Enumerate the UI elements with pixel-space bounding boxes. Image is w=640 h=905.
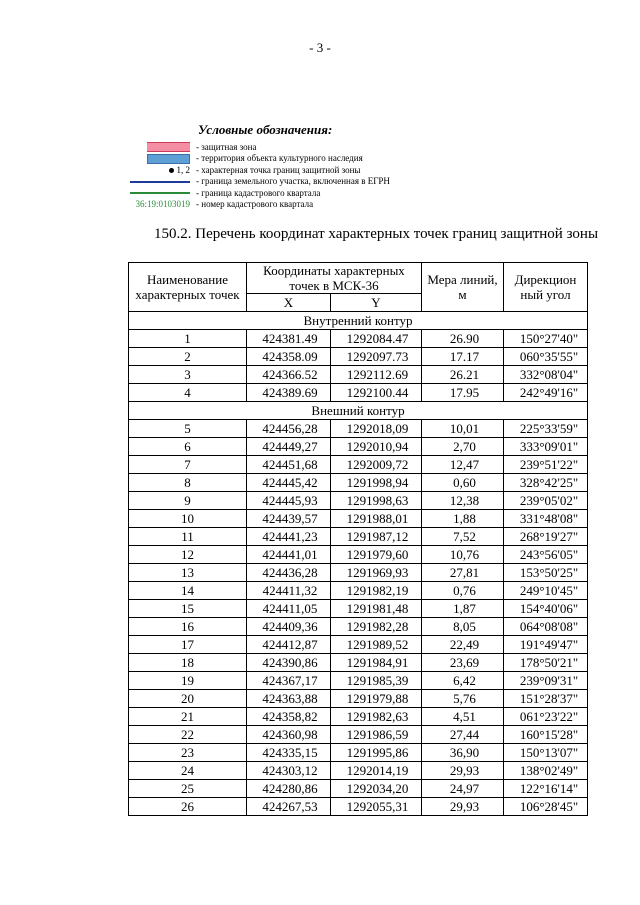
- coord-x: 424456,28: [247, 420, 331, 438]
- line-measure: 5,76: [422, 690, 504, 708]
- point-number: 1: [129, 330, 247, 348]
- table-row: [129, 474, 588, 492]
- direction-angle: 150°27'40": [504, 330, 588, 348]
- coord-y: 1291969,93: [331, 564, 422, 582]
- point-number: 26: [129, 798, 247, 816]
- direction-angle: 239°05'02": [504, 492, 588, 510]
- legend-item-text: - граница земельного участка, включенная в ЕГРН: [196, 176, 390, 186]
- table-row: [129, 510, 588, 528]
- point-number: 14: [129, 582, 247, 600]
- direction-angle: 138°02'49": [504, 762, 588, 780]
- line-measure: 1,88: [422, 510, 504, 528]
- legend-item-text: - номер кадастрового квартала: [196, 199, 314, 209]
- coord-x: 424367,17: [247, 672, 331, 690]
- coord-x: 424389.69: [247, 384, 331, 402]
- coord-y: 1291982,63: [331, 708, 422, 726]
- direction-angle: 151°28'37": [504, 690, 588, 708]
- line-measure: 7,52: [422, 528, 504, 546]
- coord-x: 424360,98: [247, 726, 331, 744]
- direction-angle: 249°10'45": [504, 582, 588, 600]
- table-row: [129, 636, 588, 654]
- direction-angle: 122°16'14": [504, 780, 588, 798]
- legend-item-land-plot-boundary: [130, 176, 390, 188]
- point-number: 4: [129, 384, 247, 402]
- point-number: 25: [129, 780, 247, 798]
- direction-angle: 225°33'59": [504, 420, 588, 438]
- table-row: [129, 654, 588, 672]
- table-row: [129, 348, 588, 366]
- point-number: 3: [129, 366, 247, 384]
- coord-y: 1291979,88: [331, 690, 422, 708]
- direction-angle: 239°51'22": [504, 456, 588, 474]
- point-number: 16: [129, 618, 247, 636]
- page-number: - 3 -: [309, 40, 331, 55]
- line-measure: 26.90: [422, 330, 504, 348]
- line-measure: 4,51: [422, 708, 504, 726]
- direction-angle: 064°08'08": [504, 618, 588, 636]
- line-measure: 10,01: [422, 420, 504, 438]
- point-number: 2: [129, 348, 247, 366]
- coord-y: 1292014,19: [331, 762, 422, 780]
- direction-angle: 153°50'25": [504, 564, 588, 582]
- line-measure: 10,76: [422, 546, 504, 564]
- section-heading: 150.2. Перечень координат характерных точек границ защитной зоны: [154, 226, 599, 242]
- direction-angle: 268°19'27": [504, 528, 588, 546]
- table-row: [129, 618, 588, 636]
- coord-x: 424280,86: [247, 780, 331, 798]
- point-number: 6: [129, 438, 247, 456]
- coord-x: 424303,12: [247, 762, 331, 780]
- coord-y: 1292010,94: [331, 438, 422, 456]
- coord-x: 424441,23: [247, 528, 331, 546]
- direction-angle: 242°49'16": [504, 384, 588, 402]
- line-measure: 8,05: [422, 618, 504, 636]
- table-row: [129, 456, 588, 474]
- cadastral-code-label: 36:19:0103019: [135, 199, 190, 209]
- line-measure: 1,87: [422, 600, 504, 618]
- coord-y: 1291979,60: [331, 546, 422, 564]
- table-body: [129, 312, 588, 816]
- point-number: 20: [129, 690, 247, 708]
- legend-item-text: - граница кадастрового квартала: [196, 187, 321, 198]
- legend-item-text: - защитная зона: [196, 141, 257, 152]
- point-number: 13: [129, 564, 247, 582]
- line-measure: 17.95: [422, 384, 504, 402]
- point-number: 18: [129, 654, 247, 672]
- direction-angle: 332°08'04": [504, 366, 588, 384]
- table-row: [129, 600, 588, 618]
- table-row: [129, 438, 588, 456]
- direction-angle: 060°35'55": [504, 348, 588, 366]
- coord-x: 424390,86: [247, 654, 331, 672]
- coord-x: 424411,05: [247, 600, 331, 618]
- point-number: 10: [129, 510, 247, 528]
- coord-y: 1292097.73: [331, 348, 422, 366]
- coord-y: 1291982,28: [331, 618, 422, 636]
- point-number: 7: [129, 456, 247, 474]
- legend-point-label: 1, 2: [176, 164, 190, 175]
- line-measure: 17.17: [422, 348, 504, 366]
- point-number: 9: [129, 492, 247, 510]
- coord-x: 424436,28: [247, 564, 331, 582]
- table-row: [129, 528, 588, 546]
- direction-angle: 154°40'06": [504, 600, 588, 618]
- table-row: [129, 564, 588, 582]
- table-row: [129, 798, 588, 816]
- table-row: [129, 762, 588, 780]
- line-measure: 12,47: [422, 456, 504, 474]
- point-number: 23: [129, 744, 247, 762]
- table-row: [129, 420, 588, 438]
- coord-x: 424366.52: [247, 366, 331, 384]
- coord-y: 1291998,63: [331, 492, 422, 510]
- table-row: [129, 492, 588, 510]
- coord-x: 424449,27: [247, 438, 331, 456]
- point-number: 12: [129, 546, 247, 564]
- direction-angle: 191°49'47": [504, 636, 588, 654]
- direction-angle: 328°42'25": [504, 474, 588, 492]
- line-measure: 0,60: [422, 474, 504, 492]
- legend: [130, 124, 390, 211]
- legend-item-cadastral-boundary: [130, 188, 390, 200]
- table-row: [129, 690, 588, 708]
- black-dot-point-icon: [169, 168, 174, 173]
- header-line-measure: Мера линий, м: [422, 263, 504, 312]
- direction-angle: 106°28'45": [504, 798, 588, 816]
- point-number: 5: [129, 420, 247, 438]
- line-measure: 12,38: [422, 492, 504, 510]
- coord-x: 424358.09: [247, 348, 331, 366]
- coord-y: 1292018,09: [331, 420, 422, 438]
- coord-y: 1291989,52: [331, 636, 422, 654]
- legend-item-heritage-territory: [130, 153, 390, 165]
- blue-fill-rectangle-icon: [147, 154, 190, 164]
- table-row: [129, 384, 588, 402]
- line-measure: 22,49: [422, 636, 504, 654]
- legend-title: Условные обозначения:: [198, 122, 333, 137]
- point-number: 19: [129, 672, 247, 690]
- coord-y: 1291988,01: [331, 510, 422, 528]
- line-measure: 23,69: [422, 654, 504, 672]
- point-number: 22: [129, 726, 247, 744]
- coord-y: 1291985,39: [331, 672, 422, 690]
- table-row: [129, 366, 588, 384]
- direction-angle: 160°15'28": [504, 726, 588, 744]
- coordinates-table: [128, 262, 588, 816]
- point-number: 24: [129, 762, 247, 780]
- line-measure: 2,70: [422, 438, 504, 456]
- point-number: 11: [129, 528, 247, 546]
- coord-x: 424267,53: [247, 798, 331, 816]
- line-measure: 0,76: [422, 582, 504, 600]
- coord-x: 424412,87: [247, 636, 331, 654]
- coord-x: 424441,01: [247, 546, 331, 564]
- table-row: [129, 330, 588, 348]
- pink-fill-rectangle-icon: [147, 142, 190, 152]
- section-title: Внешний контур: [129, 402, 588, 420]
- coord-x: 424381.49: [247, 330, 331, 348]
- line-measure: 26.21: [422, 366, 504, 384]
- coord-y: 1291981,48: [331, 600, 422, 618]
- point-number: 8: [129, 474, 247, 492]
- legend-item-text: - территория объекта культурного наследия: [196, 153, 363, 163]
- coord-y: 1292084.47: [331, 330, 422, 348]
- coord-x: 424445,93: [247, 492, 331, 510]
- coord-x: 424439,57: [247, 510, 331, 528]
- direction-angle: 243°56'05": [504, 546, 588, 564]
- table-row: [129, 744, 588, 762]
- coord-y: 1292055,31: [331, 798, 422, 816]
- direction-angle: 061°23'22": [504, 708, 588, 726]
- coord-x: 424411,32: [247, 582, 331, 600]
- coord-y: 1292009,72: [331, 456, 422, 474]
- header-coordinates: Координаты характерных точек в МСК-36: [247, 263, 422, 294]
- line-measure: 29,93: [422, 762, 504, 780]
- green-line-icon: [130, 192, 190, 194]
- legend-item-text: - характерная точка границ защитной зоны: [196, 164, 361, 175]
- legend-item-protected-zone: [130, 142, 390, 154]
- coord-x: 424451,68: [247, 456, 331, 474]
- header-y: Y: [331, 294, 422, 312]
- legend-item-cadastral-number: [130, 199, 390, 211]
- direction-angle: 150°13'07": [504, 744, 588, 762]
- coord-y: 1291982,19: [331, 582, 422, 600]
- direction-angle: 333°09'01": [504, 438, 588, 456]
- coord-y: 1291984,91: [331, 654, 422, 672]
- coord-y: 1291998,94: [331, 474, 422, 492]
- legend-item-characteristic-point: [130, 165, 390, 177]
- coord-y: 1291987,12: [331, 528, 422, 546]
- coord-x: 424335,15: [247, 744, 331, 762]
- point-number: 17: [129, 636, 247, 654]
- coord-x: 424363,88: [247, 690, 331, 708]
- line-measure: 27,44: [422, 726, 504, 744]
- table-row: [129, 708, 588, 726]
- table-row: [129, 726, 588, 744]
- table-row: [129, 546, 588, 564]
- line-measure: 24,97: [422, 780, 504, 798]
- section-title: Внутренний контур: [129, 312, 588, 330]
- blue-line-icon: [130, 181, 190, 183]
- coord-x: 424409,36: [247, 618, 331, 636]
- coord-x: 424445,42: [247, 474, 331, 492]
- header-point-name: Наименование характерных точек: [129, 263, 247, 312]
- section-row: [129, 402, 588, 420]
- coord-x: 424358,82: [247, 708, 331, 726]
- header-direction-angle: Дирекцион ный угол: [504, 263, 588, 312]
- line-measure: 29,93: [422, 798, 504, 816]
- point-number: 21: [129, 708, 247, 726]
- table-row: [129, 780, 588, 798]
- line-measure: 27,81: [422, 564, 504, 582]
- section-row: [129, 312, 588, 330]
- direction-angle: 178°50'21": [504, 654, 588, 672]
- table-row: [129, 672, 588, 690]
- coord-y: 1291995,86: [331, 744, 422, 762]
- coord-y: 1292100.44: [331, 384, 422, 402]
- direction-angle: 239°09'31": [504, 672, 588, 690]
- header-x: X: [247, 294, 331, 312]
- table-row: [129, 582, 588, 600]
- point-number: 15: [129, 600, 247, 618]
- coord-y: 1292112.69: [331, 366, 422, 384]
- line-measure: 36,90: [422, 744, 504, 762]
- coord-y: 1292034,20: [331, 780, 422, 798]
- coord-y: 1291986,59: [331, 726, 422, 744]
- direction-angle: 331°48'08": [504, 510, 588, 528]
- line-measure: 6,42: [422, 672, 504, 690]
